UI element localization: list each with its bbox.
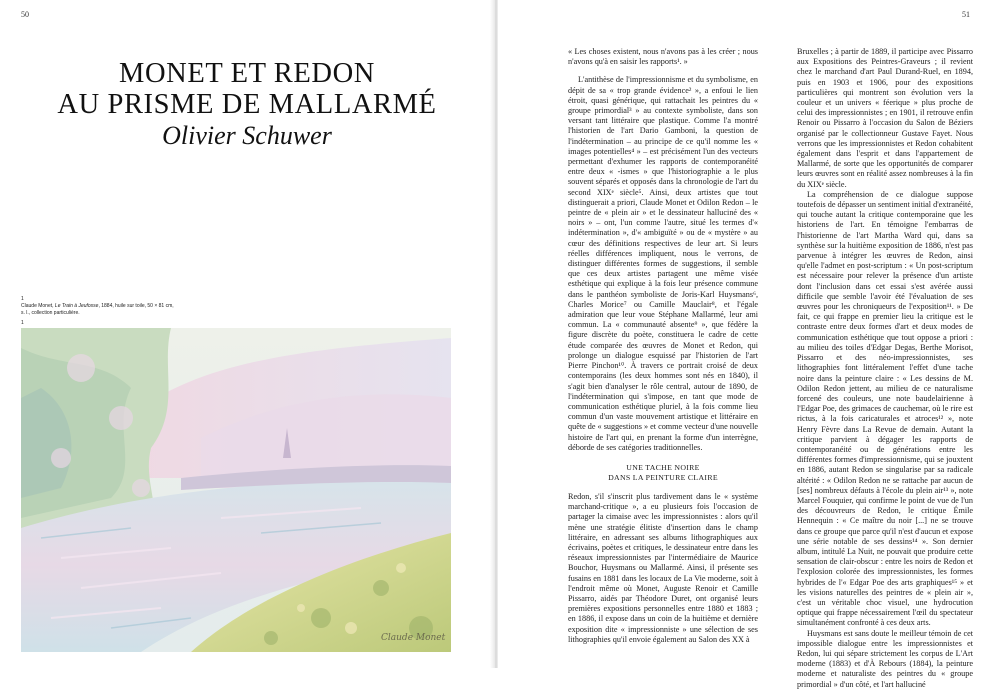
subheading-line-2: DANS LA PEINTURE CLAIRE: [608, 473, 718, 483]
article-title-line-2: AU PRISME DE MALLARMÉ: [57, 89, 437, 120]
painting-image: [21, 328, 451, 652]
article-title-line-1: MONET ET REDON: [119, 58, 375, 89]
subheading: [568, 463, 758, 484]
article-author: Olivier Schuwer: [162, 121, 332, 150]
left-page: [0, 0, 494, 668]
painting-signature: Claude Monet: [381, 633, 446, 643]
caption-collection: s. l., collection particulière.: [21, 310, 80, 316]
page-number-right: 51: [962, 10, 970, 19]
figure-caption: [21, 303, 201, 317]
text-column-b: [797, 47, 973, 689]
paragraph: Bruxelles ; à partir de 1889, il participe avec Pissarro aux Expositions des Peintres-Graveurs ; il revient chez le marchand d'art Paul Durand-Ruel, en 1894, puis en 1903 et 1906, pour des expositions particulières qui montrent son évolution vers la couleur et un univers « féerique » plus proche de celui des impressionnistes ; en 1901, il retrouve enfin Renoir ou Pissarro à l'occasion du Salon de Béziers organisé par le collectionneur Gustave Fayet. Nous verrons que les impressionnistes et Redon cohabitent également dans l'esprit et dans l'appartement de Mallarmé, de sorte que les opportunités de comparer leurs œuvres sont en réalité assez nombreuses à la fin du XIXᵉ siècle.: [797, 47, 973, 189]
paragraph: Huysmans est sans doute le meilleur témoin de cet impossible dialogue entre les impressionnistes et Redon, lui qui sépare strictement les corpus de L'Art moderne (1883) et d'À Rebours (1884), la peinture moderne et naturaliste des peintres du « groupe primordial » d'un côté, et l'art halluciné: [797, 628, 973, 689]
page-number-left: 50: [21, 10, 29, 19]
caption-details: , 1884, huile sur toile, 50 × 81 cm,: [98, 303, 174, 309]
epigraph: « Les choses existent, nous n'avons pas à les créer ; nous n'avons qu'à en saisir les rapports¹. »: [568, 47, 758, 67]
article-title-block: [0, 58, 494, 151]
right-page: [498, 0, 992, 689]
text-column-a: [568, 47, 758, 657]
paragraph: Redon, s'il s'inscrit plus tardivement dans le « système marchand-critique », a eu plusieurs fois l'occasion de partager la cimaise avec les impressionnistes : alors qu'il mène une stratégie élitiste d'insertion dans le champ littéraire, en adressant ses albums lithographiques aux écrivains, poètes et critiques, le dessinateur entre dans les réseaux impressionnistes par l'intermédiaire de Maurice Bouchor, Huysmans ou Mallarmé. Ainsi, il présente ses fusains en 1881 dans les locaux de La Vie moderne, soit à l'endroit même où Monet, Auguste Renoir et Camille Pissarro, aidés par Théodore Duret, ont organisé leurs premières expositions personnelles entre 1880 et 1883 ; en 1886, il expose dans un coin de la huitième et dernière exposition dite « impressionniste » une sélection de ses lithographies qu'il envoie également au Salon des XX à: [568, 491, 758, 644]
caption-artist: Claude Monet,: [21, 303, 55, 309]
figure-number-marker: 1: [21, 320, 24, 326]
subheading-line-1: UNE TACHE NOIRE: [626, 462, 700, 472]
caption-artwork-title: Le Train à Jeufosse: [54, 303, 99, 309]
paragraph: L'antithèse de l'impressionnisme et du symbolisme, en dépit de sa « trop grande évidence² », a enfoui le lien étroit, quasi générique, qui rattachait les peintres du « groupe primordial³ » au contexte symboliste, dans son versant tant littéraire que plastique. Comme l'a montré l'historien de l'art Dario Gamboni, la question de l'indétermination – au principe de ce qu'il nomme les « images potentielles⁴ » – est précisément l'un des vecteurs permettant d'exhumer les rapports de contemporanéité entre deux « -ismes » que l'historiographie a le plus souvent séparés et opposés dans la chronologie de l'art du second XIXᵉ siècle⁵. Ainsi, deux artistes que tout distinguerait a priori, Claude Monet et Odilon Redon – le peintre de « plein air » et le dessinateur halluciné des « noirs » – ont, l'un comme l'autre, situé les termes d'« indétermination », d'« ambiguïté » ou de « mystère » au cœur des définitions respectives de leur art. Si leurs réelles différences impliquent, nous le verrons, de distinguer différentes formes de suggestions, il semble que ces deux artistes partagent une même visée esthétique qui explique à la fois leur présence commune dans le panthéon symboliste de Joris-Karl Huysmans⁶, Charles Morice⁷ ou Camille Mauclair⁸, et l'égale admiration que leur voue Stéphane Mallarmé, leur ami commun. La « communauté absente⁹ », que fédère la figure discrète du poète, constituera le cadre de cette étude comparée des œuvres de Monet et Redon, qui prolonge un dialogue esquissé par l'historien de l'art Pierre Pinchon¹⁰. À travers ce portrait croisé de deux contemporains (les deux hommes sont nés en 1840), il s'agit bien d'analyser le rôle central, autour de 1890, de l'indétermination qui s'impose, en tant que mode de communication esthétique pluriel, à la fois comme lieu commun d'un vaste mouvement artistique et littéraire en quête de « suggestions » et comme vecteur d'une nouvelle histoire de l'art qui, en prenant la forme d'un interrègne, déborde de ses catégories traditionnelles.: [568, 75, 758, 452]
figure-number-caption: 1: [21, 296, 24, 302]
paragraph: La compréhension de ce dialogue suppose toutefois de dépasser un sentiment initial d'extranéité, qui touche autant la critique contemporaine que les historiens de l'art. En témoigne l'embarras de l'historienne de l'art Martha Ward qui, dans sa synthèse sur la huitième exposition de 1886, n'est pas parvenue à intégrer les œuvres de Redon, ainsi qu'elle l'admet en post-scriptum : « Un post-scriptum est nécessaire pour relever la présence d'un artiste dont l'inclusion dans cet essai s'est avérée aussi difficile que semble l'avoir été l'évaluation de ses œuvres pour les chroniqueurs de l'exposition¹¹. » De fait, ce qui frappe en premier lieu la critique est le contraste entre deux formes d'art et deux modes de communication esthétique que tout oppose a priori : au milieu des toiles d'Edgar Degas, Berthe Morisot, Pissarro et des néo-impressionnistes, ses lithographies font littéralement l'effet d'une tache noire dans la peinture claire : « Les dessins de M. Odilon Redon jettent, au milieu de ce naturalisme forcené des couleurs, une note baudelairienne à l'Edgar Poe, des grimaces de cauchemar, où le rire est rictus, à la fois caricaturales et atroces¹² », note Henry Fèvre dans La Revue de demain. Autant la critique parvient à dégager les rapports de contemporanéité ou de générations entre les différentes formes d'impressionnisme, qui se jouxtent en 1886, autant Redon se singularise par sa radicale altérité : « Odilon Redon ne se rattache par aucun de [ses] nombreux défauts à l'école du plein air¹³ », note Marcel Fouquier, qui confirme le point de vue de l'un des découvreurs de Redon, le critique Émile Hennequin : « Ce maître du noir [...] ne se trouve dans ce groupe que parce qu'il n'est d'aucun et expose une série notable de ses dessins¹⁴ ». Son dernier album, intitulé La Nuit, ne pouvait que produire cette sensation de clair-obscur : entre les noirs de Redon et l'explosion colorée des impressionnistes, les formes hybrides de l'« Edgar Poe des arts graphiques¹⁵ » et les visions naturelles des peintres de « plein air », c'est un véritable choc visuel, une hydrocution optique qui frappe nécessairement l'œil du spectateur simultanément confronté à ces deux arts.: [797, 189, 973, 628]
